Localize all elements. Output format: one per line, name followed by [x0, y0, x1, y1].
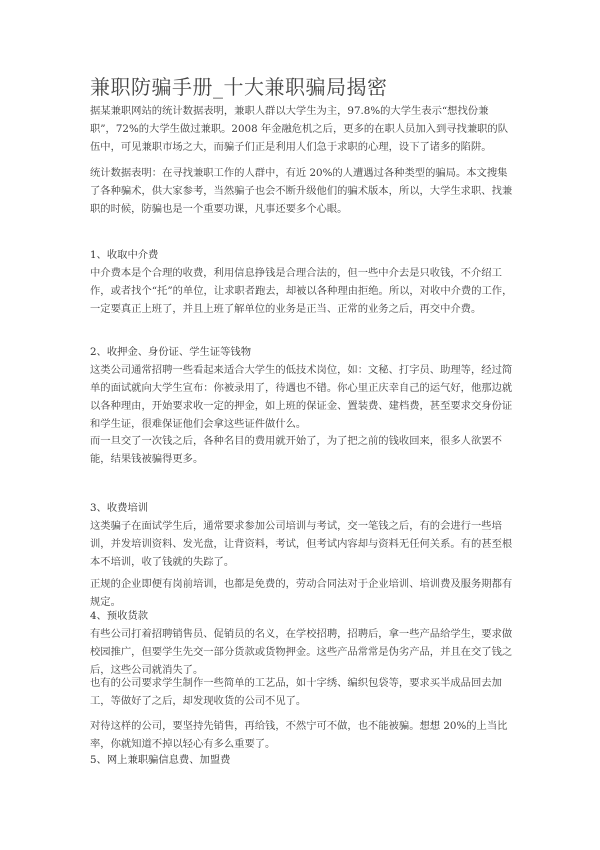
section-1-heading: 1、收取中介费 [90, 249, 159, 261]
section-2-paragraph-2: 而一旦交了一次钱之后，各种名目的费用就开始了，为了把之前的钱收回来，很多人欲罢不能，结果钱被骗得更多。 [90, 435, 502, 465]
section-4-paragraph-1: 有些公司打着招聘销售员、促销员的名义，在学校招聘，招聘后，拿一些产品给学生，要求做校园推广，但要学生先交一部分货款或货物押金。这些产品常常是伪劣产品，并且在交了钱之后，这些公司就消失了。 [90, 628, 513, 676]
section-3-heading: 3、收费培训 [90, 502, 149, 514]
section-2-paragraph-1: 这类公司通常招聘一些看起来适合大学生的低技术岗位，如：文秘、打字员、助理等，经过简单的面试就向大学生宣布：你被录用了，待遇也不错。你心里正庆幸自己的运气好，他那边就以各种理由，开始要求收一定的押金，如上班的保证金、置装费、建档费，甚至要求交身份证和学生证，很难保证他们会拿这些证件做什么。 [90, 364, 513, 430]
section-3-paragraph-1: 这类骗子在面试学生后，通常要求参加公司培训与考试，交一笔钱之后，有的会进行一些培训，并发培训资料、发光盘，让背资料，考试，但考试内容却与资料无任何关系。有的甚至根本不培训，收了钱就的失踪了。 [90, 520, 513, 568]
section-4-paragraph-2: 也有的公司要求学生制作一些简单的工艺品，如十字绣、编织包袋等，要求买半成品回去加工，等做好了之后，却发现收货的公司不见了。 [90, 677, 502, 707]
section-3-paragraph-2: 正规的企业即便有岗前培训，也都是免费的，劳动合同法对于企业培训、培训费及服务期都有规定。 [90, 578, 513, 608]
section-1-paragraph-1: 中介费本是个合理的收费，利用信息挣钱是合理合法的，但一些中介去是只收钱，不介绍工作，或者找个“托”的单位，让求职者跑去，却被以各种理由拒绝。所以，对收中介费的工作，一定要真正上班了，并且上班了解单位的业务是正当、正常的业务之后，再交中介费。 [90, 267, 513, 315]
section-5-heading: 5、网上兼职骗信息费、加盟费 [90, 754, 231, 766]
intro-paragraph-1: 据某兼职网站的统计数据表明，兼职人群以大学生为主，97.8%的大学生表示“想找份兼职”，72%的大学生做过兼职。2008 年金融危机之后，更多的在职人员加入到寻找兼职的队伍中，可见兼职市场之大，而骗子们正是利用人们急于求职的心理，设下了诸多的陷阱。 [90, 105, 509, 153]
section-4-heading: 4、预收货款 [90, 610, 149, 622]
section-2-heading: 2、收押金、身份证、学生证等钱物 [90, 346, 252, 358]
section-4-paragraph-3: 对待这样的公司，要坚持先销售，再给钱，不然宁可不做，也不能被骗。想想 20%的上当比率，你就知道不掉以轻心有多么重要了。 [90, 720, 508, 750]
intro-paragraph-2: 统计数据表明：在寻找兼职工作的人群中，有近 20%的人遭遇过各种类型的骗局。本文搜集了各种骗术，供大家参考，当然骗子也会不断升级他们的骗术版本，所以，大学生求职、找兼职的时候，防骗也是一个重要功课，凡事还要多个心眼。 [90, 167, 513, 215]
document-title: 兼职防骗手册_十大兼职骗局揭密 [90, 75, 388, 99]
